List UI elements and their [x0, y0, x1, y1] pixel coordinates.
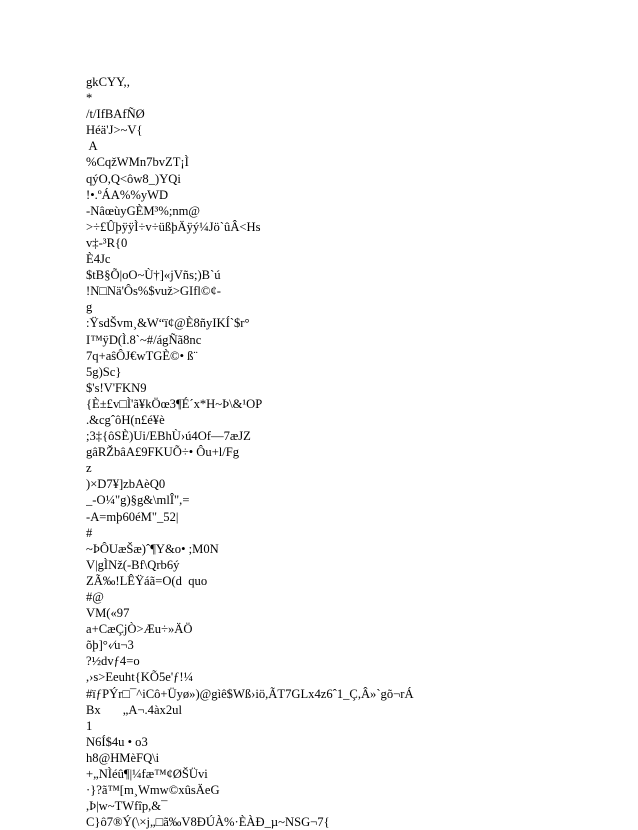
text-line: ?½dvƒ4=o — [86, 654, 140, 669]
text-line: $'s!V'FKN9 — [86, 380, 147, 395]
text-line: ~ÞÔUæŠæ)ˆ¶Y&o• ;M0N — [86, 541, 219, 556]
text-line: -NâœùyGÈM³%;nm@ — [86, 203, 201, 218]
text-line: N6Í$4u • o3 — [86, 734, 148, 749]
text-line: )×D7¥]zbAèQ0 — [86, 477, 166, 492]
text-line: %CqžWMn7bvZT¡Ì — [86, 155, 189, 170]
text-line: Bx „A¬.4àx2ul — [86, 702, 182, 717]
text-line: _-O¼"g)§g&\mlÎ",= — [86, 493, 190, 508]
text-line: h8@HMèFQ\i — [86, 750, 160, 765]
text-line: V|gÌNž(-Bf\Qrb6ý — [86, 557, 180, 572]
text-line: #ïƒPÝr□¯^iCô+Üyø»)@gìê$Wß›iö,ÃT7GLx4z6ˆ1_Ç,Â»`gõ¬rÁ — [86, 686, 414, 701]
document-text-block — [86, 74, 606, 830]
text-line: ,›s>Eeuht{KÕ5e'ƒ!¼ — [86, 670, 194, 685]
text-line: È4Jc — [86, 252, 111, 267]
text-line: ;3‡{ôSÈ)Ui/EBhÙ›ú4Of—7æJZ — [86, 429, 251, 444]
text-line: ZÃ‰!LÊŸáã=O(d quo — [86, 573, 208, 588]
text-line: :ŸsdŠvm¸&W“ï¢@È8ñyIKÍ`$r° — [86, 316, 250, 331]
text-line: z — [86, 461, 92, 476]
text-line: Héä'J>~V{ — [86, 123, 143, 138]
text-line: VM(«97 — [86, 606, 130, 621]
text-line: >÷£ÛþÿÿÌ÷v÷üßþÄÿý¼Jö`ûÂ<Hs — [86, 219, 261, 234]
text-line: # — [86, 525, 93, 540]
text-line: !•.ºÁA%%yWD — [86, 187, 169, 202]
text-line: v‡-³R{0 — [86, 235, 128, 250]
text-line: 1 — [86, 718, 93, 733]
text-line: C}ô7®Ý(\×j„□ã‰V8ÐÚÀ%·ÈÀÐ_µ~NSG¬7{ — [86, 815, 330, 830]
text-line: A — [86, 139, 98, 154]
text-line: /t/IfBAfÑØ — [86, 107, 145, 122]
text-line: I™ÿD(Ì.8`~#/ágÑã8nc — [86, 332, 202, 347]
text-line: -A=mþ60éM"_52| — [86, 509, 179, 524]
text-line: {È±£v□Ì'ã¥kÖœ3¶É´x*H~Þ\&¹OP — [86, 396, 263, 411]
text-line: ·}?ã™[m¸Wmw©xûsÄeG — [86, 783, 220, 798]
text-line: .&cgˆôH(n£é¥è — [86, 412, 165, 427]
text-line: gâRŽbâA£9FKUÕ÷• Ôu+l/Fg — [86, 445, 240, 460]
text-line: $tB§Õ|oO~Ù†]«jVñs;)B`ú — [86, 268, 221, 283]
text-line: g — [86, 300, 93, 315]
text-line: * — [86, 91, 93, 106]
text-line: gkCYY,, — [86, 75, 130, 89]
text-line: !N□Nä'Ôs%$vuž>GIfl©¢- — [86, 284, 221, 299]
text-line: 5g)Sc} — [86, 364, 122, 379]
text-line: õþ]°‹⁄u¬3 — [86, 638, 134, 653]
text-line: 7q+aŝÔJ€wTGÈ©• ß¨ — [86, 348, 198, 363]
text-line: +„NÌéû¶|¼fæ™¢ØŠÜvi — [86, 767, 208, 782]
text-line: a+CæÇjÒ>Æu÷»ÄÖ — [86, 622, 193, 637]
text-line: qýO,Q<ôw8_)YQi — [86, 171, 181, 186]
text-line: ,Þ|w~TWfîp,&¯ — [86, 799, 168, 814]
text-line: #@ — [86, 590, 104, 604]
